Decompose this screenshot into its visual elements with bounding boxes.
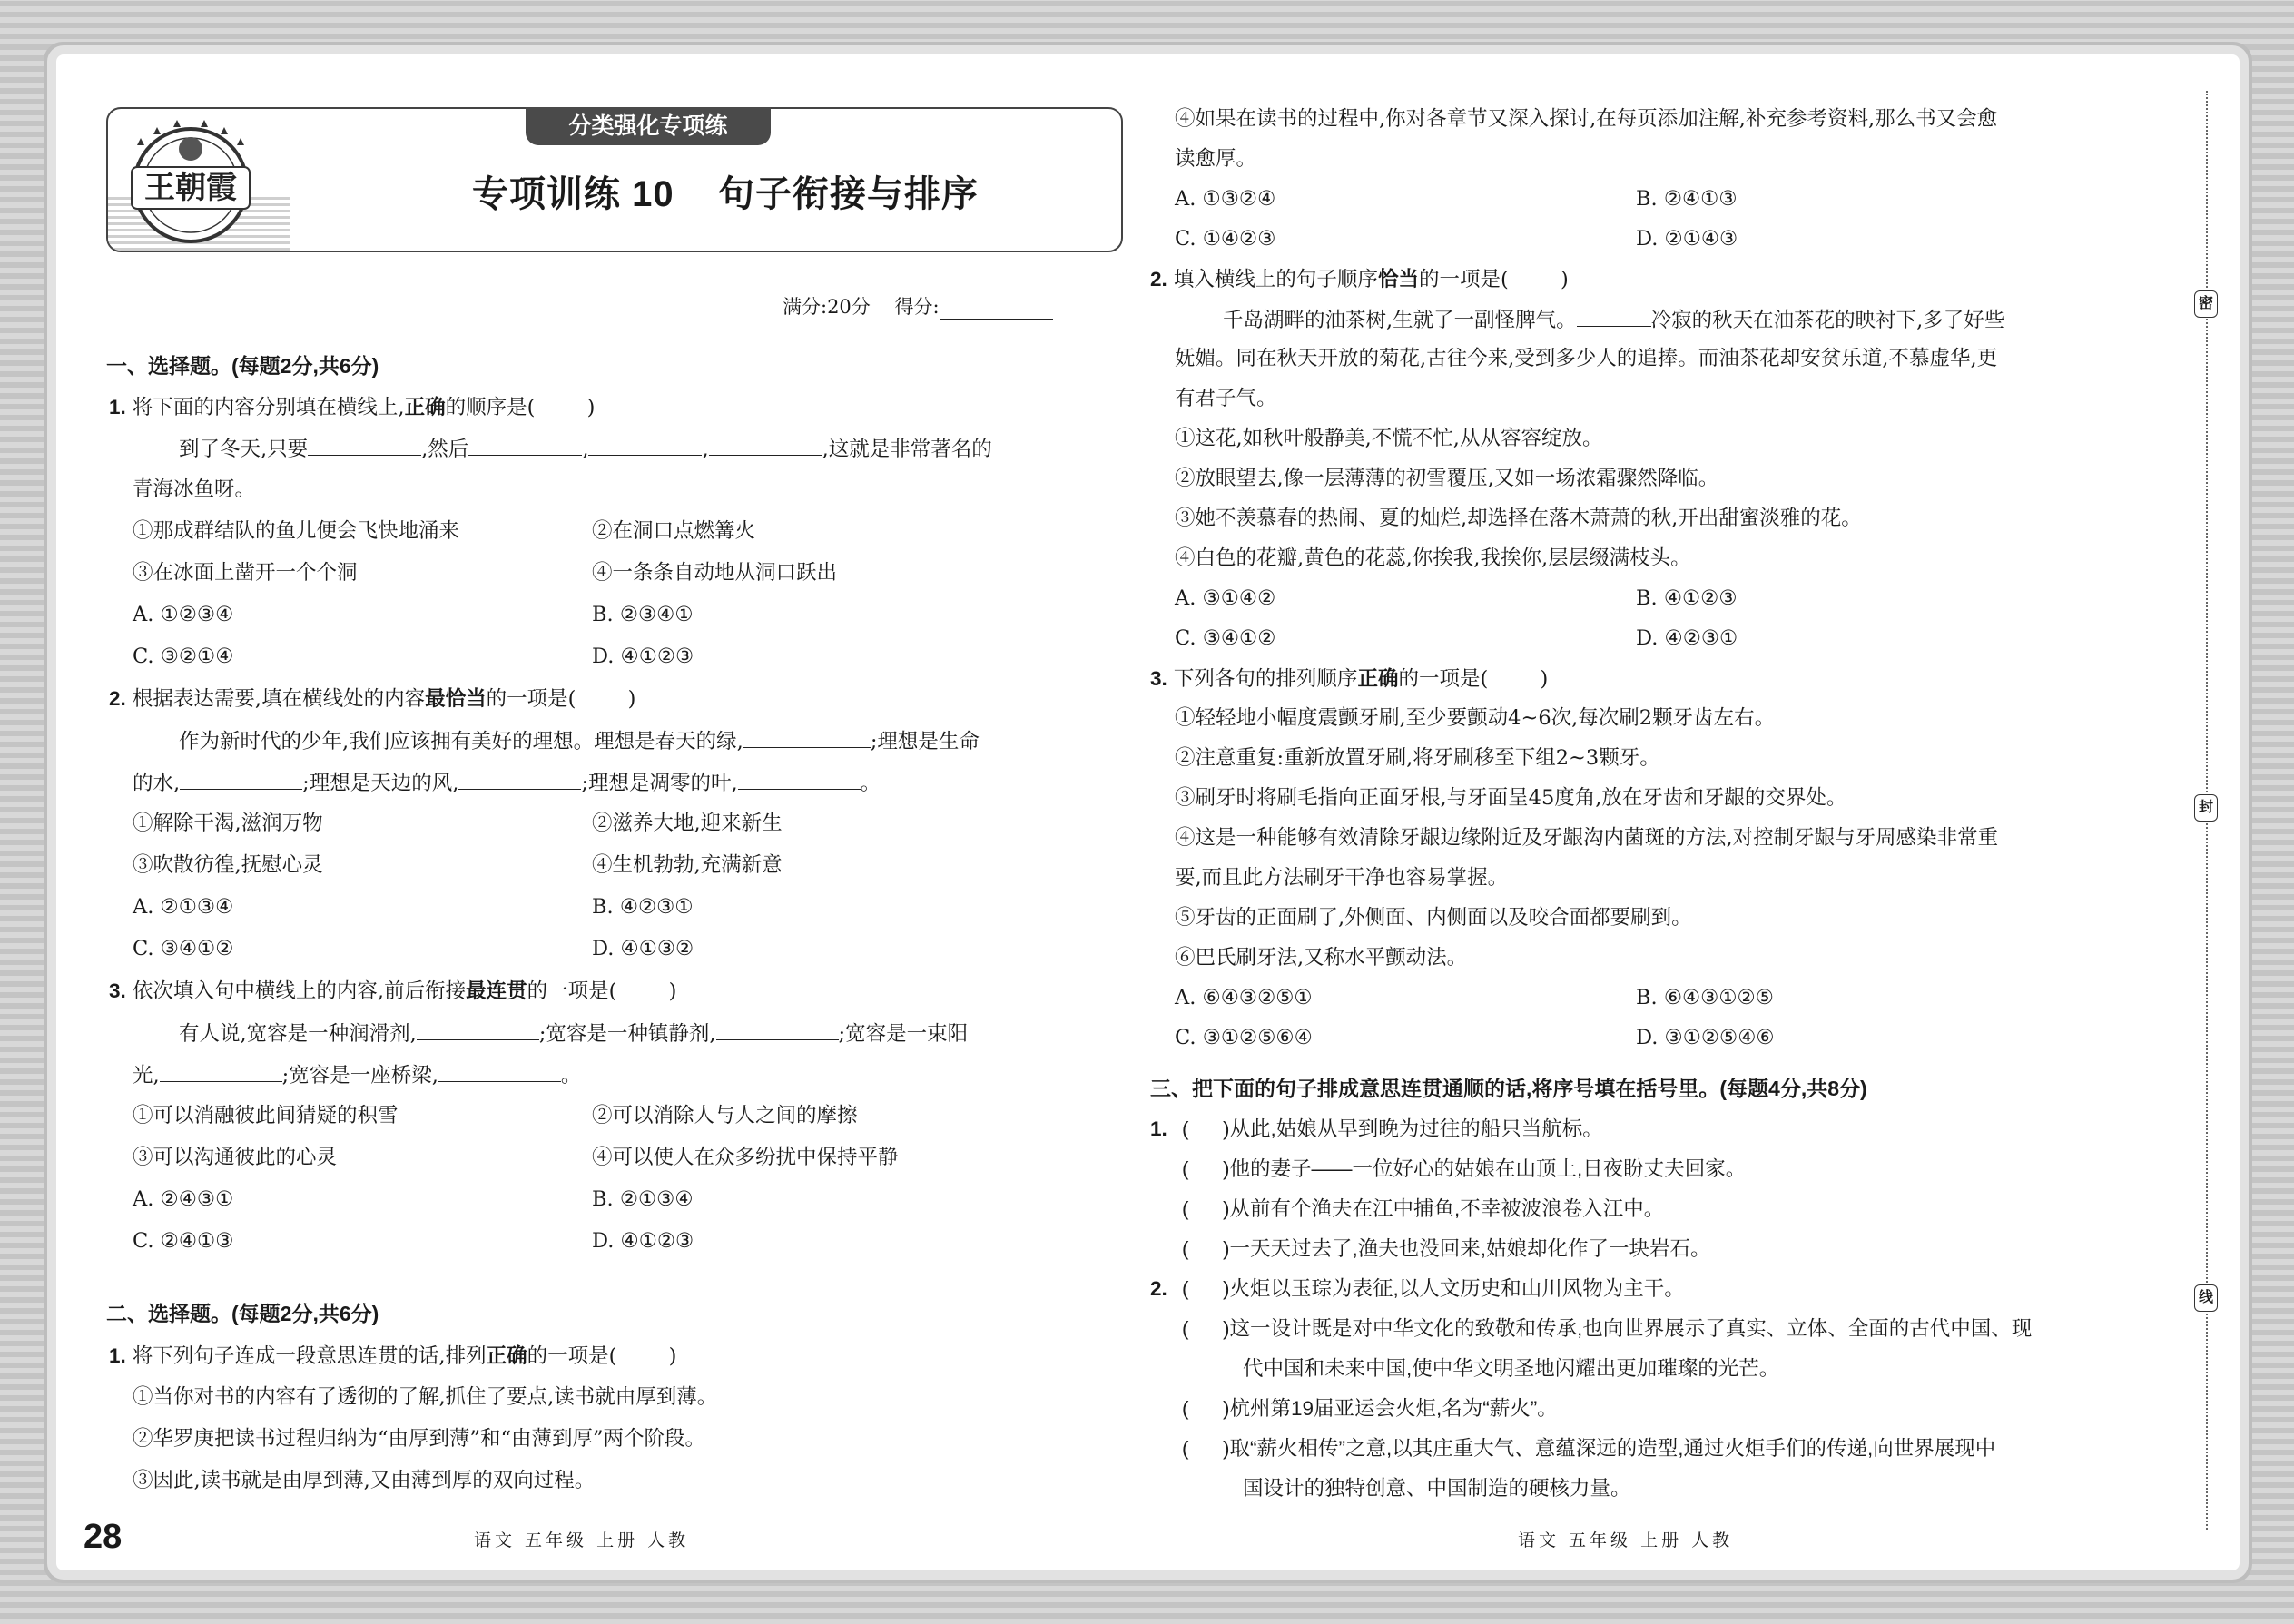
s2q2-stem-a: 填入横线上的句子顺序 — [1173, 268, 1378, 291]
s2q2-number: 2. — [1150, 268, 1167, 290]
header-banner — [106, 107, 1123, 252]
q3-stem-c: 的一项是( ) — [527, 979, 677, 1003]
logo-text: 王朝霞 — [144, 170, 237, 206]
q3-choice-c[interactable]: C. ②④①③ — [133, 1229, 234, 1253]
s2q2-option-2: ②放眼望去,像一层薄薄的初雪覆压,又如一场浓霜骤然降临。 — [1175, 467, 1719, 490]
s3q2-sentence-4-line1[interactable]: ( )取“薪火相传”之意,以其庄重大气、意蕴深远的造型,通过火炬手们的传递,向世界展现中 — [1182, 1437, 1996, 1460]
s3q1-number: 1. — [1150, 1117, 1167, 1140]
q1-choice-a[interactable]: A. ①②③④ — [133, 603, 234, 626]
q1-blank-2[interactable] — [468, 436, 582, 456]
q2-stem-emph: 最恰当 — [425, 687, 487, 710]
s2q1-choice-d[interactable]: D. ②①④③ — [1636, 227, 1738, 251]
q3-p2a: 光, — [133, 1064, 160, 1088]
s2q1-stem-c: 的一项是( ) — [527, 1344, 677, 1368]
q1-p1d: , — [702, 438, 709, 461]
q2-p2a: 的水, — [133, 772, 181, 795]
q1-stem-a: 将下面的内容分别填在横线上, — [132, 396, 405, 419]
s3q1-sentence-2[interactable]: ( )他的妻子——一位好心的姑娘在山顶上,日夜盼丈夫回家。 — [1182, 1157, 1747, 1180]
s2q2-stem-emph: 恰当 — [1377, 268, 1419, 290]
q1-passage-line2: 青海冰鱼呀。 — [133, 477, 256, 501]
q1-number: 1. — [109, 396, 126, 418]
q3-p2b: ;宽容是一座桥梁, — [281, 1064, 438, 1088]
s2q3-choice-a[interactable]: A. ⑥④③②⑤① — [1175, 986, 1313, 1009]
s3q2-number: 2. — [1150, 1277, 1167, 1300]
s2q2-choice-b[interactable]: B. ④①②③ — [1636, 586, 1738, 610]
section-2-heading: 二、选择题。(每题2分,共6分) — [106, 1302, 379, 1325]
s2q3-stem-c: 的一项是( ) — [1398, 667, 1549, 691]
q3-option-4: ④可以使人在众多纷扰中保持平静 — [592, 1146, 899, 1169]
q1-passage-line1 — [179, 436, 992, 462]
q1-option-3: ③在冰面上凿开一个个洞 — [133, 561, 358, 585]
s2q3-option-1: ①轻轻地小幅度震颤牙刷,至少要颤动4~6次,每次刷2颗牙齿左右。 — [1175, 706, 1776, 730]
s2q1-option-4-line2: 读愈厚。 — [1175, 147, 1257, 171]
s2q1-choice-b[interactable]: B. ②④①③ — [1636, 187, 1738, 211]
s2q3-option-4-line1: ④这是一种能够有效清除牙龈边缘附近及牙龈沟内菌斑的方法,对控制牙龈与牙周感染非常重 — [1175, 826, 1999, 850]
q3-blank-4[interactable] — [438, 1062, 561, 1082]
score-line — [783, 292, 1053, 320]
s2q2-passage-line1 — [1223, 307, 2004, 333]
q1-choice-d[interactable]: D. ④①②③ — [592, 645, 694, 668]
s2q3-option-2: ②注意重复:重新放置牙刷,将牙刷移至下组2~3颗牙。 — [1175, 746, 1660, 770]
s2q2-option-4: ④白色的花瓣,黄色的花蕊,你挨我,我挨你,层层缀满枝头。 — [1175, 546, 1691, 570]
footer-right: 语文 五年级 上册 人教 — [1518, 1530, 1734, 1550]
q3-p1b: ;宽容是一种镇静剂, — [538, 1022, 716, 1046]
q2-stem — [109, 686, 635, 712]
worksheet-paper — [56, 54, 2240, 1570]
q1-blank-3[interactable] — [588, 436, 702, 456]
s2q3-number: 3. — [1150, 667, 1167, 690]
section-3-heading: 三、把下面的句子排成意思连贯通顺的话,将序号填在括号里。(每题4分,共8分) — [1150, 1077, 1867, 1100]
q2-blank-4[interactable] — [738, 770, 861, 790]
q2-choice-a[interactable]: A. ②①③④ — [133, 895, 234, 919]
q1-blank-1[interactable] — [308, 436, 421, 456]
s3q2-sentence-4-line2: 国设计的独特创意、中国制造的硬核力量。 — [1243, 1477, 1631, 1500]
s3q1-sentence-4[interactable]: ( )一天天过去了,渔夫也没回来,姑娘却化作了一块岩石。 — [1182, 1237, 1711, 1260]
q1-p1c: , — [582, 438, 589, 461]
binding-mark-mi: 密 — [2194, 290, 2218, 318]
q1-stem-c: 的顺序是( ) — [445, 396, 596, 419]
q2-p2c: ;理想是凋零的叶, — [581, 772, 738, 795]
q3-number: 3. — [109, 979, 126, 1002]
s2q1-sentence-3: ③因此,读书就是由厚到薄,又由薄到厚的双向过程。 — [133, 1469, 596, 1492]
q2-blank-1[interactable] — [743, 728, 871, 748]
q3-blank-1[interactable] — [417, 1020, 539, 1040]
q1-p1e: ,这就是非常著名的 — [822, 438, 992, 461]
q1-choice-b[interactable]: B. ②③④① — [592, 603, 694, 626]
s3q1-sentence-1[interactable]: ( )从此,姑娘从早到晚为过往的船只当航标。 — [1182, 1117, 1603, 1140]
q2-blank-3[interactable] — [458, 770, 581, 790]
q2-number: 2. — [109, 687, 126, 710]
s2q2-p1b: 冷寂的秋天在油茶花的映衬下,多了好些 — [1650, 309, 2005, 332]
q3-blank-3[interactable] — [160, 1062, 282, 1082]
q3-option-1: ①可以消融彼此间猜疑的积雪 — [133, 1104, 399, 1127]
s2q1-choice-c[interactable]: C. ①④②③ — [1175, 227, 1276, 251]
s2q2-passage-line2: 妩媚。同在秋天开放的菊花,古往今来,受到多少人的追捧。而油茶花却安贫乐道,不慕虚华,更 — [1175, 347, 1998, 370]
s2q2-option-3: ③她不羡慕春的热闹、夏的灿烂,却选择在落木萧萧的秋,开出甜蜜淡雅的花。 — [1175, 507, 1862, 530]
q3-option-2: ②可以消除人与人之间的摩擦 — [592, 1104, 858, 1127]
q1-option-2: ②在洞口点燃篝火 — [592, 519, 756, 543]
q2-option-1: ①解除干渴,滋润万物 — [133, 812, 323, 835]
s2q3-stem — [1150, 666, 1548, 692]
q3-p2c: 。 — [560, 1064, 582, 1088]
section-1-heading: 一、选择题。(每题2分,共6分) — [106, 354, 379, 378]
s2q2-p1a: 千岛湖畔的油茶树,生就了一副怪脾气。 — [1223, 309, 1577, 332]
page-title: 专项训练 10 句子衔接与排序 — [471, 174, 980, 214]
s2q3-option-5: ⑤牙齿的正面刷了,外侧面、内侧面以及咬合面都要刷到。 — [1175, 906, 1692, 930]
q2-option-4: ④生机勃勃,充满新意 — [592, 853, 783, 877]
s2q3-option-6: ⑥巴氏刷牙法,又称水平颤动法。 — [1175, 946, 1468, 969]
q2-p2d: 。 — [860, 772, 881, 795]
s2q2-stem-c: 的一项是( ) — [1418, 268, 1569, 291]
q2-choice-d[interactable]: D. ④①③② — [592, 937, 694, 960]
s2q3-option-4-line2: 要,而且此方法刷牙干净也容易掌握。 — [1175, 866, 1509, 890]
q3-p1c: ;宽容是一束阳 — [838, 1022, 969, 1046]
q2-passage-line1 — [179, 728, 980, 754]
binding-mark-feng: 封 — [2194, 794, 2218, 822]
q3-choice-b[interactable]: B. ②①③④ — [592, 1187, 694, 1211]
s2q3-choice-b[interactable]: B. ⑥④③①②⑤ — [1636, 986, 1774, 1009]
q2-choice-c[interactable]: C. ③④①② — [133, 937, 234, 960]
q2-option-2: ②滋养大地,迎来新生 — [592, 812, 783, 835]
q2-choice-b[interactable]: B. ④②③① — [592, 895, 694, 919]
header-tab-label: 分类强化专项练 — [526, 107, 771, 145]
s2q1-stem-a: 将下列句子连成一段意思连贯的话,排列 — [132, 1344, 487, 1368]
s2q2-passage-line3: 有君子气。 — [1175, 387, 1277, 410]
q3-blank-2[interactable] — [716, 1020, 839, 1040]
q3-stem-emph: 最连贯 — [466, 979, 527, 1002]
s2q3-stem-a: 下列各句的排列顺序 — [1173, 667, 1358, 691]
q1-p1a: 到了冬天,只要 — [179, 438, 309, 461]
q3-choice-d[interactable]: D. ④①②③ — [592, 1229, 694, 1253]
q2-stem-c: 的一项是( ) — [486, 687, 636, 711]
page-number: 28 — [84, 1518, 123, 1556]
q2-p1b: ;理想是生命 — [870, 730, 980, 753]
s3q2-sentence-3[interactable]: ( )杭州第19届亚运会火炬,名为“薪火”。 — [1182, 1397, 1558, 1420]
s2q3-choice-d[interactable]: D. ③①②⑤④⑥ — [1636, 1026, 1775, 1049]
publisher-logo-icon — [113, 111, 268, 251]
q3-stem-a: 依次填入句中横线上的内容,前后衔接 — [132, 979, 467, 1003]
s2q1-stem — [109, 1343, 676, 1369]
q1-stem — [109, 395, 595, 420]
q2-p2b: ;理想是天边的风, — [302, 772, 459, 795]
s3q2-sentence-2-line1[interactable]: ( )这一设计既是对中华文化的致敬和传承,也向世界展示了真实、立体、全面的古代中国、现 — [1182, 1317, 2033, 1340]
q2-passage-line2 — [133, 770, 881, 796]
q2-stem-a: 根据表达需要,填在横线处的内容 — [132, 687, 426, 711]
q3-choice-a[interactable]: A. ②④③① — [133, 1187, 234, 1211]
s2q2-choice-c[interactable]: C. ③④①② — [1175, 626, 1276, 650]
footer-left: 语文 五年级 上册 人教 — [474, 1530, 690, 1550]
s2q1-option-4-line1: ④如果在读书的过程中,你对各章节又深入探讨,在每页添加注解,补充参考资料,那么书又会愈 — [1175, 107, 1998, 131]
s2q1-choice-a[interactable]: A. ①③②④ — [1175, 187, 1276, 211]
s3q2-sentence-2-line2: 代中国和未来中国,使中华文明圣地闪耀出更加璀璨的光芒。 — [1243, 1357, 1780, 1380]
s2q2-choice-d[interactable]: D. ④②③① — [1636, 626, 1738, 650]
q3-p1a: 有人说,宽容是一种润滑剂, — [179, 1022, 417, 1046]
s2q3-option-3: ③刷牙时将刷毛指向正面牙根,与牙面呈45度角,放在牙齿和牙龈的交界处。 — [1175, 786, 1847, 810]
q2-p1a: 作为新时代的少年,我们应该拥有美好的理想。理想是春天的绿, — [179, 730, 743, 753]
q1-blank-4[interactable] — [709, 436, 822, 456]
q3-stem — [109, 979, 676, 1004]
s2q1-number: 1. — [109, 1344, 126, 1367]
q1-stem-emph: 正确 — [404, 396, 446, 418]
q3-passage-line1 — [179, 1020, 968, 1047]
score-blank[interactable] — [940, 300, 1053, 320]
binding-mark-xian: 线 — [2194, 1284, 2218, 1312]
s2q2-blank[interactable] — [1577, 307, 1651, 327]
q2-blank-2[interactable] — [180, 770, 302, 790]
s2q1-sentence-2: ②华罗庚把读书过程归纳为“由厚到薄”和“由薄到厚”两个阶段。 — [133, 1427, 706, 1451]
s2q1-stem-emph: 正确 — [486, 1344, 527, 1367]
q1-option-4: ④一条条自动地从洞口跃出 — [592, 561, 838, 585]
s2q2-stem — [1150, 267, 1569, 292]
q3-option-3: ③可以沟通彼此的心灵 — [133, 1146, 338, 1169]
s2q3-choice-c[interactable]: C. ③①②⑤⑥④ — [1175, 1026, 1313, 1049]
s2q2-choice-a[interactable]: A. ③①④② — [1175, 586, 1276, 610]
s3q2-sentence-1[interactable]: ( )火炬以玉琮为表征,以人文历史和山川风物为主干。 — [1182, 1277, 1685, 1300]
s3q1-sentence-3[interactable]: ( )从前有个渔夫在江中捕鱼,不幸被波浪卷入江中。 — [1182, 1197, 1665, 1220]
q1-p1b: ,然后 — [421, 438, 469, 461]
score-label: 满分:20分 得分: — [783, 296, 940, 318]
s2q3-stem-emph: 正确 — [1357, 667, 1399, 690]
s2q2-option-1: ①这花,如秋叶般静美,不慌不忙,从从容容绽放。 — [1175, 427, 1603, 450]
q1-choice-c[interactable]: C. ③②①④ — [133, 645, 234, 668]
q1-option-1: ①那成群结队的鱼儿便会飞快地涌来 — [133, 519, 460, 543]
q3-passage-line2 — [133, 1062, 581, 1088]
s2q1-sentence-1: ①当你对书的内容有了透彻的了解,抓住了要点,读书就由厚到薄。 — [133, 1385, 718, 1409]
q2-option-3: ③吹散彷徨,抚慰心灵 — [133, 853, 323, 877]
